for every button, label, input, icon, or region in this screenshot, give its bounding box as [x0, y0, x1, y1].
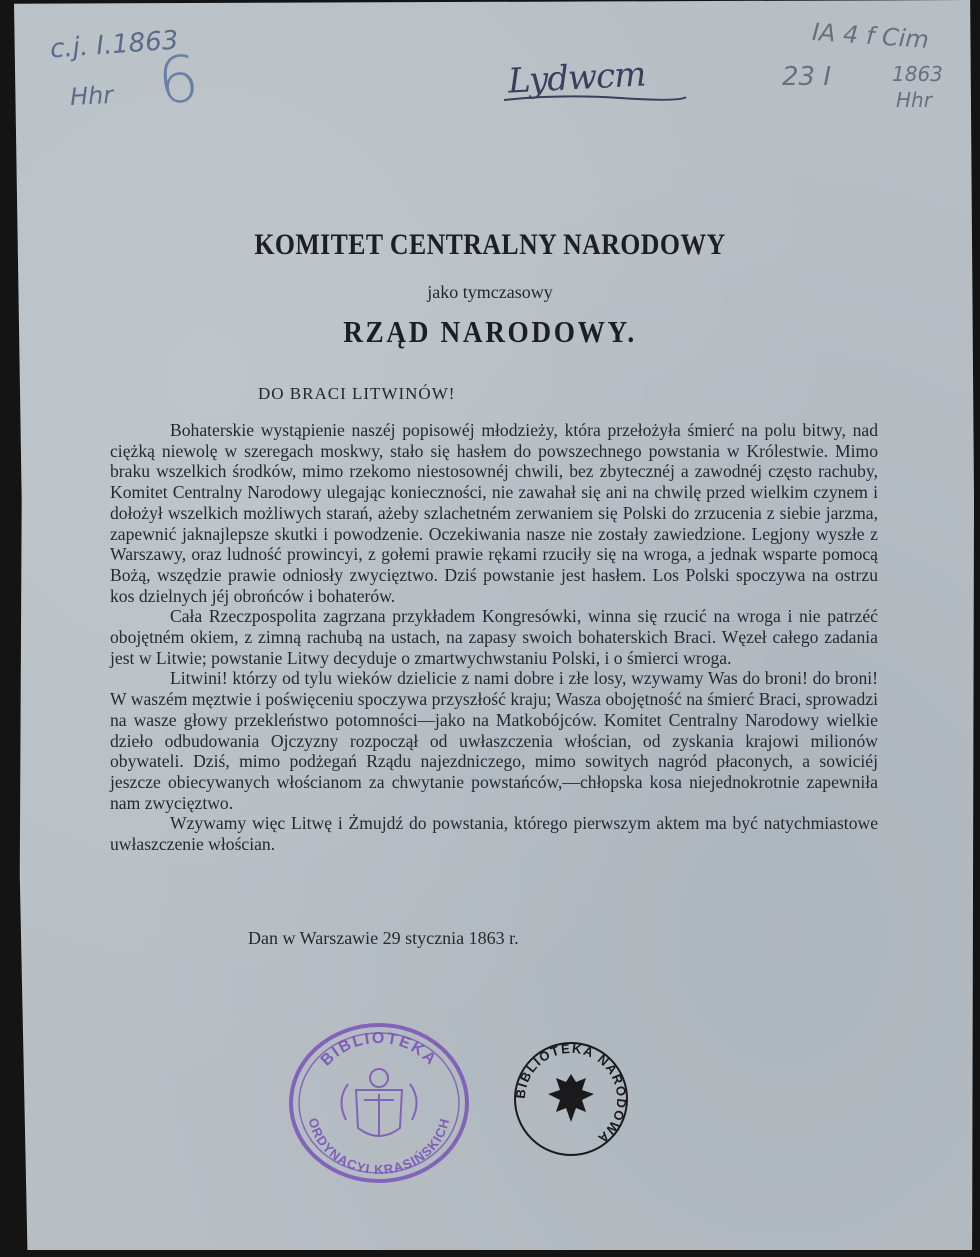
archive-note-top-left-2 — [69, 81, 114, 111]
pencil-note-line-4: Hhr — [896, 88, 932, 112]
archive-note-line-2: Hhr — [69, 80, 114, 112]
library-stamp-top-text: BIBLIOTEKA — [317, 1029, 441, 1070]
eagle-icon — [548, 1074, 594, 1122]
proclamation-government: RZĄD NARODOWY. — [343, 314, 637, 349]
dateline: Dan w Warszawie 29 stycznia 1863 r. — [248, 928, 519, 948]
proclamation-body — [110, 420, 878, 855]
coat-of-arms-icon — [341, 1069, 416, 1136]
national-library-stamp — [510, 1038, 632, 1160]
national-stamp-text: BIBLIOTEKA NARODOWA — [512, 1040, 630, 1148]
pencil-note-top-right-4 — [896, 88, 932, 112]
paragraph-4: Wzywamy więc Litwę i Żmujdź do powstania, którego pierwszym aktem ma być natychmiastowe uwłaszczenie włościan. — [110, 813, 878, 855]
salutation: DO BRACI LITWINÓW! — [258, 384, 456, 403]
proclamation-subtitle: jako tymczasowy — [427, 282, 553, 302]
library-stamp — [286, 1020, 472, 1186]
pencil-note-line-2: 23 I — [782, 62, 832, 92]
proclamation-title: KOMITET CENTRALNY NARODOWY — [254, 228, 726, 261]
library-stamp-bottom-text: ORDYNACYI KRASIŃSKICH — [305, 1116, 453, 1178]
archive-number-text: 6 — [154, 42, 203, 120]
archive-note-line-1: c.j. I.1863 — [49, 25, 180, 65]
pencil-note-top-right-2 — [782, 62, 831, 92]
signature-text: Lydwcm — [507, 54, 647, 102]
paragraph-2: Cała Rzeczpospolita zagrzana przykładem Kongresówki, winna się rzucić na wroga i nie patrzéć obojętném okiem, z zimną rachubą na ustach, na zapasy swoich bohaterskich Braci. Węzeł całego zadania jest w Litwie; powstanie Litwy decyduje o zmartwychwstaniu Polski, i o śmierci wroga. — [110, 606, 878, 668]
pencil-note-line-1: IA 4 f Cim — [811, 17, 930, 55]
pencil-note-top-right-3 — [892, 62, 943, 86]
signature-underline — [500, 92, 690, 106]
paragraph-3: Litwini! którzy od tylu wieków dzielicie z nami dobre i złe losy, wzywamy Was do broni! do broni! W waszém męztwie i poświęceniu spoczywa przyszłość kraju; Wasza obojętność na śmierć Braci, sprowadzi na wasze głowy przekleństwo potomności—jako na Matkobójców. Komitet Centralny Narodowy wielkie dzieło odbudowania Ojczyzny rozpoczął od uwłaszczenia włościan, od zyskania krajowi milionów obywateli. Dziś, mimo podżegań Rządu najezdniczego, mimo sowitych nagród płaconych, a sowiciéj jeszcze obiecywanych włościanom za chwytanie powstańców,—chłopska kosa niejednokrotnie zapewniła nam zwycięztwo. — [110, 668, 878, 813]
archive-number — [154, 42, 202, 120]
pencil-note-line-3: 1863 — [892, 62, 943, 86]
paragraph-1: Bohaterskie wystąpienie naszéj popisowéj młodzieży, która przełożyła śmierć na polu bitwy, nad ciężką niewolę w szeregach moskwy, stało się hasłem do powszechnego powstania w Królestwie. Mimo braku wszelkich środków, mimo rzekomo niestosownéj chwili, bez zbytecznéj a zawodnéj często rachuby, Komitet Centralny Narodowy ulegając konieczności, nie zawahał się ani na chwilę przed wielkim czynem i dołożył wszelkich możliwych starań, ażeby szlachetném zerwaniem się Polski do zrzucenia z siebie jarzma, zapewnić jaknajlepsze skutki i powodzenie. Oczekiwania nasze nie zostały zawiedzione. Legjony wyszłe z Warszawy, oraz ludność prowincyi, z gołemi prawie rękami rzuciły się na wroga, a jednak wsparte pomocą Bożą, wszędzie prawie odniosły zwycięztwo. Dziś powstanie jest hasłem. Los Polski spoczywa na ostrzu kos dzielnych jéj obrońców i bohaterów. — [110, 420, 878, 606]
